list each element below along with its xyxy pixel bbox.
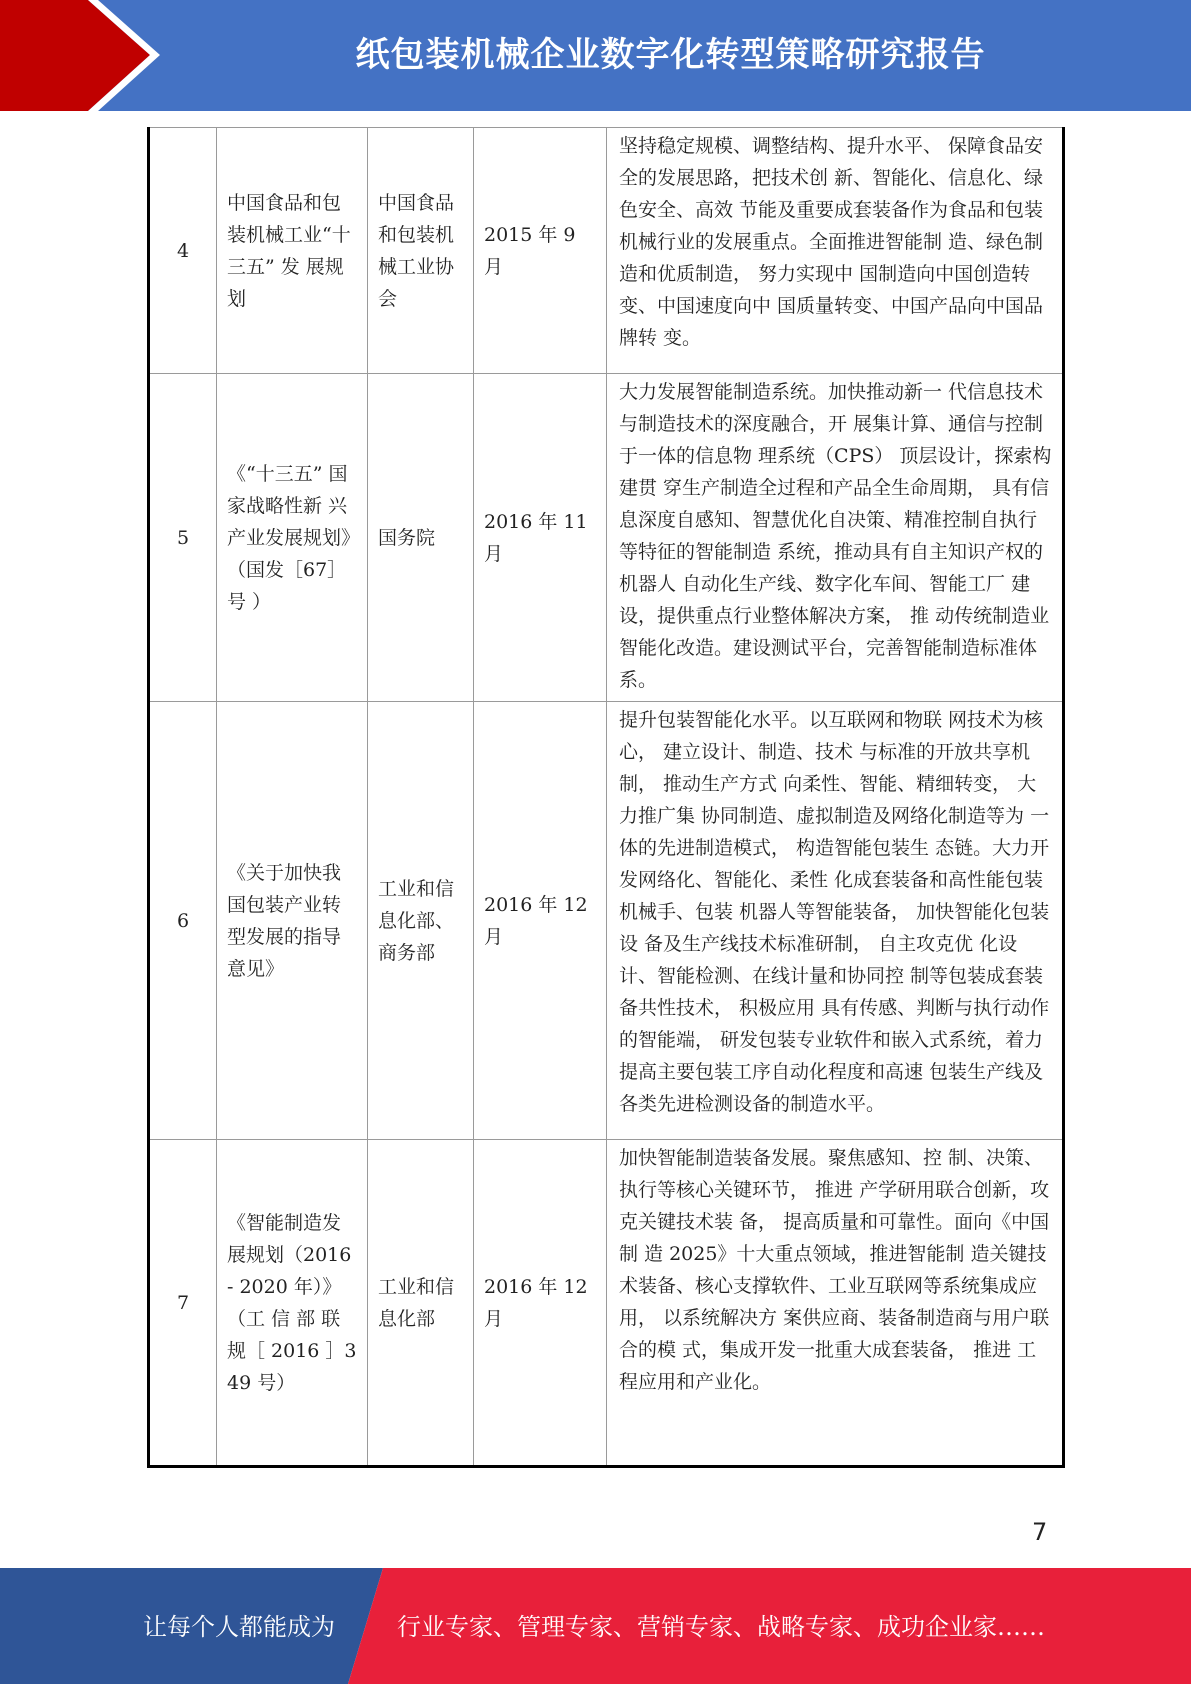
policy-name-cell: 《关于加快我 国包装产业转 型发展的指导 意见》 [217, 702, 368, 1140]
content-cell: 提升包装智能化水平。以互联网和物联 网技术为核心， 建立设计、制造、技术 与标准的开放共享机制， 推动生产方式 向柔性、智能、精细转变， 大力推广集 协同制造、虚拟制造及网络化制造等为 一体的先进制造模式， 构造智能包装生 态链。大力开发网络化、智能化、柔性 化成套装备和高性能包装机械手、包装 机器人等智能装备， 加快智能化包装设 备及生产线技术标准研制， 自主攻克优 化设计、智能检测、在线计量和协同控 制等包装成套装备共性技术， 积极应用 具有传感、判断与执行动作的智能端， 研发包装专业软件和嵌入式系统，着力 提高主要包装工序自动化程度和高速 包装生产线及各类先进检测设备的制造水平。 [607, 702, 1064, 1140]
page-number: 7 [1032, 1518, 1048, 1546]
table-row [149, 1140, 1064, 1467]
policy-table [147, 127, 1065, 1468]
issuer-cell: 工业和信息化部 [368, 1140, 474, 1467]
footer-slogan-right: 行业专家、管理专家、营销专家、战略专家、成功企业家…… [397, 1613, 1045, 1641]
row-number: 4 [149, 128, 217, 374]
date-cell: 2015 年 9 月 [474, 128, 607, 374]
table-row [149, 702, 1064, 1140]
policy-name-cell: 《“十三五” 国家战略性新 兴产业发展规划》（国发［67］号 ） [217, 374, 368, 702]
row-number: 7 [149, 1140, 217, 1467]
date-cell: 2016 年 11 月 [474, 374, 607, 702]
date-cell: 2016 年 12 月 [474, 1140, 607, 1467]
issuer-cell: 工业和信 息化部、 商务部 [368, 702, 474, 1140]
policy-name-cell: 中国食品和包装机械工业“十三五” 发 展规划 [217, 128, 368, 374]
issuer-cell: 国务院 [368, 374, 474, 702]
date-cell: 2016 年 12 月 [474, 702, 607, 1140]
issuer-cell: 中国食品和包装机械工业协会 [368, 128, 474, 374]
table-row [149, 128, 1064, 374]
content-cell: 加快智能制造装备发展。聚焦感知、控 制、决策、执行等核心关键环节， 推进 产学研用联合创新，攻克关键技术装 备， 提高质量和可靠性。面向《中国制 造 2025》十大重点领域，推进智能制 造关键技术装备、核心支撑软件、工业互联网等系统集成应用， 以系统解决方 案供应商、装备制造商与用户联合的模 式，集成开发一批重大成套装备， 推进 工程应用和产业化。 [607, 1140, 1064, 1467]
policy-name-cell: 《智能制造发 展规划（2016- 2020 年）》（工 信 部 联 规［ 2016 ］349 号） [217, 1140, 368, 1467]
row-number: 6 [149, 702, 217, 1140]
page-footer [0, 1568, 1191, 1684]
page-header [0, 0, 1191, 111]
policy-table-container [147, 127, 1062, 1468]
footer-slogan-left: 让每个人都能成为 [143, 1613, 335, 1641]
table-row [149, 374, 1064, 702]
content-cell: 大力发展智能制造系统。加快推动新一 代信息技术与制造技术的深度融合，开 展集计算、通信与控制于一体的信息物 理系统（CPS） 顶层设计，探索构建贯 穿生产制造全过程和产品全生命周期， 具有信息深度自感知、智慧优化自决策、精准控制自执行等特征的智能制造 系统，推动具有自主知识产权的机器人 自动化生产线、数字化车间、智能工厂 建设，提供重点行业整体解决方案， 推 动传统制造业智能化改造。建设测试平台，完善智能制造标准体系。 [607, 374, 1064, 702]
row-number: 5 [149, 374, 217, 702]
header-title: 纸包装机械企业数字化转型策略研究报告 [355, 35, 986, 75]
content-cell: 坚持稳定规模、调整结构、提升水平、 保障食品安全的发展思路，把技术创 新、智能化、信息化、绿色安全、高效 节能及重要成套装备作为食品和包装 机械行业的发展重点。全面推进智能制 造、绿色制造和优质制造， 努力实现中 国制造向中国创造转变、中国速度向中 国质量转变、中国产品向中国品牌转 变。 [607, 128, 1064, 374]
